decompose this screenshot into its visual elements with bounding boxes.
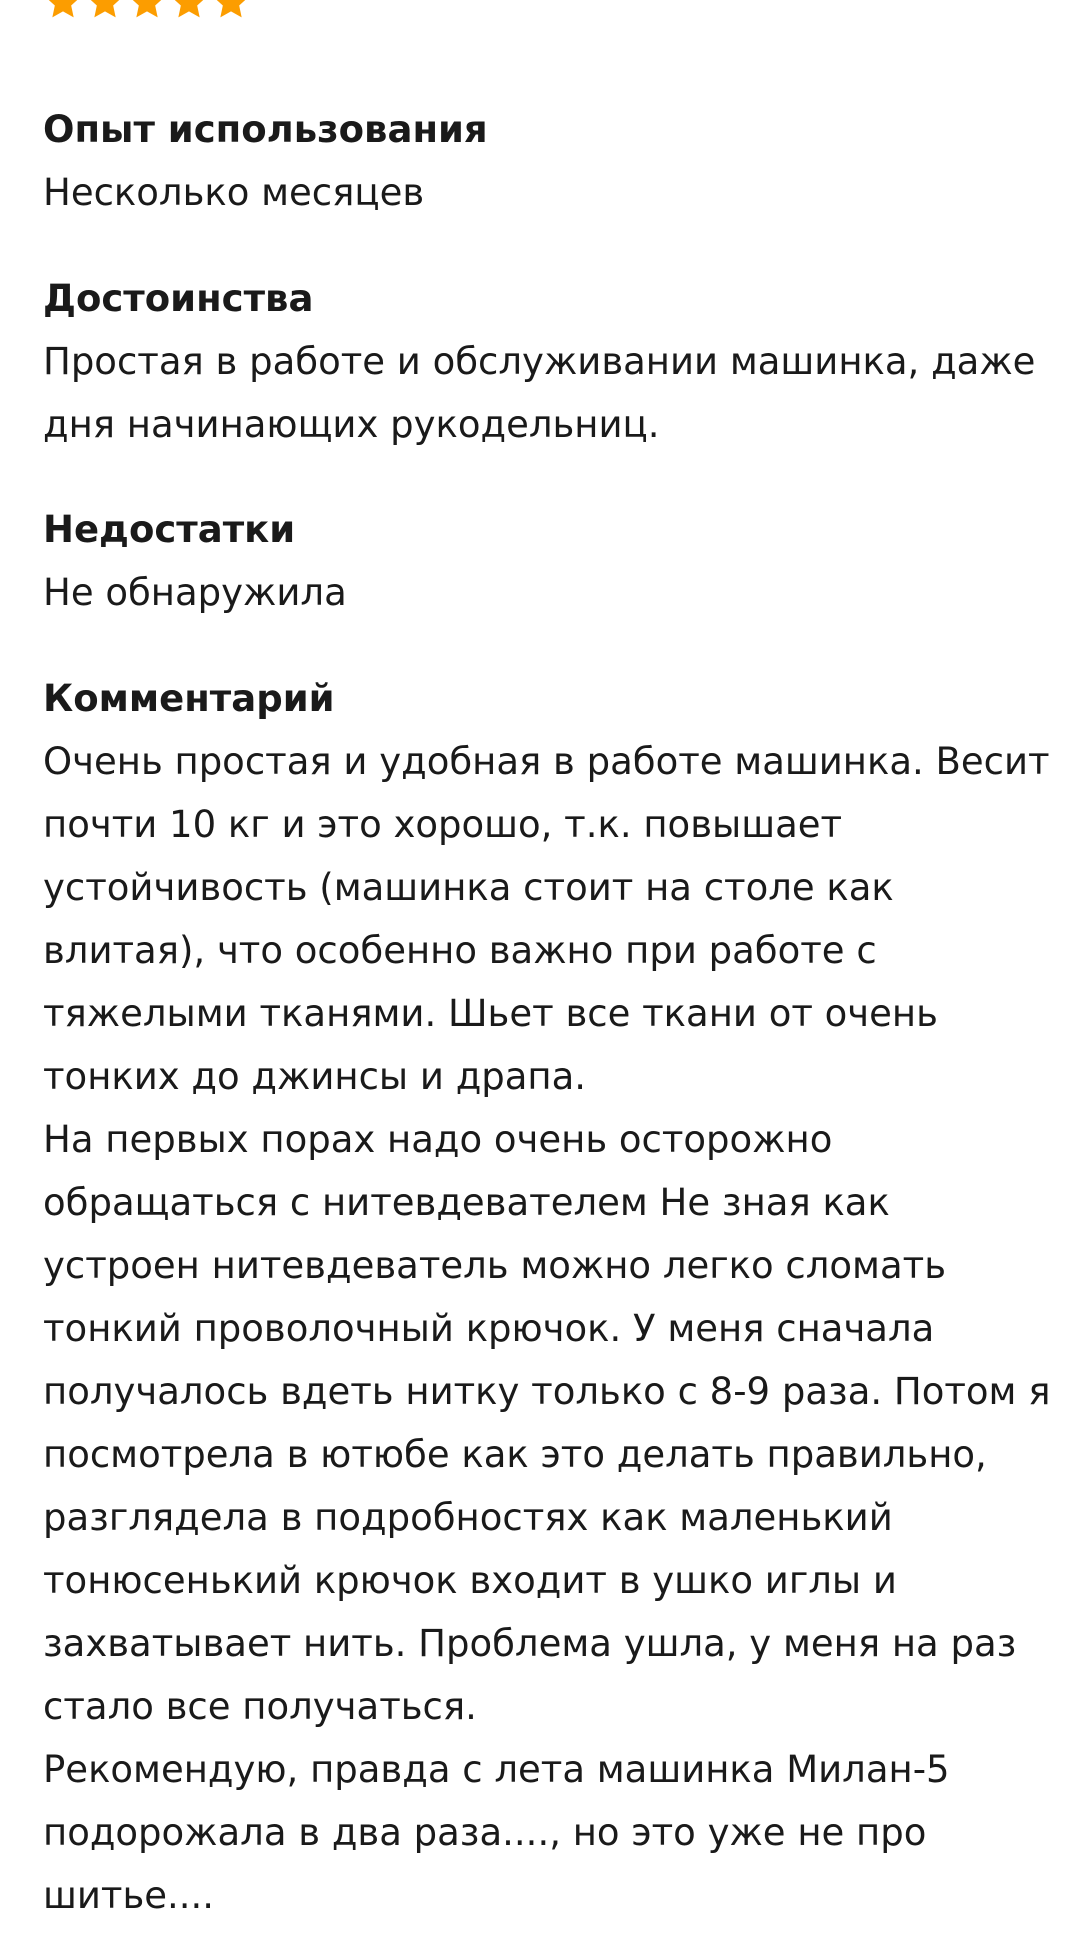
star-icon <box>43 0 83 22</box>
star-icon <box>211 0 251 22</box>
section-title-pros: Достоинства <box>43 277 314 320</box>
rating-stars <box>43 0 251 34</box>
section-text-experience: Несколько месяцев <box>43 171 425 214</box>
section-text-cons: Не обнаружила <box>43 571 347 614</box>
section-cons <box>43 498 1053 624</box>
section-title-comment: Комментарий <box>43 677 335 720</box>
section-title-experience: Опыт использования <box>43 108 488 151</box>
section-experience <box>43 98 1053 224</box>
star-icon <box>169 0 209 22</box>
section-comment <box>43 667 1053 1927</box>
section-text-comment: Очень простая и удобная в работе машинка. Весит почти 10 кг и это хорошо, т.к. повышает устойчивость (машинка стоит на столе как влитая), что особенно важно при работе с тяжелыми тканями. Шьет все ткани от очень тонких до джинсы и драпа. На первых порах надо очень осторожно обращаться с нитевдевателем Не зная как устроен нитевдеватель можно легко сломать тонкий проволочный крючок. У меня сначала получалось вдеть нитку только с 8-9 раза. Потом я посмотрела в ютюбе как это делать правильно, разглядела в подробностях как маленький тонюсенький крючок входит в ушко иглы и захватывает нить. Проблема ушла, у меня на раз стало все получаться. Рекомендую, правда с лета машинка Милан-5 подорожала в два раза...., но это уже не про шитье.... <box>43 740 1051 1917</box>
star-icon <box>127 0 167 22</box>
section-pros <box>43 267 1053 456</box>
star-icon <box>85 0 125 22</box>
section-text-pros: Простая в работе и обслуживании машинка, даже дня начинающих рукодельниц. <box>43 340 1036 446</box>
section-title-cons: Недостатки <box>43 508 296 551</box>
